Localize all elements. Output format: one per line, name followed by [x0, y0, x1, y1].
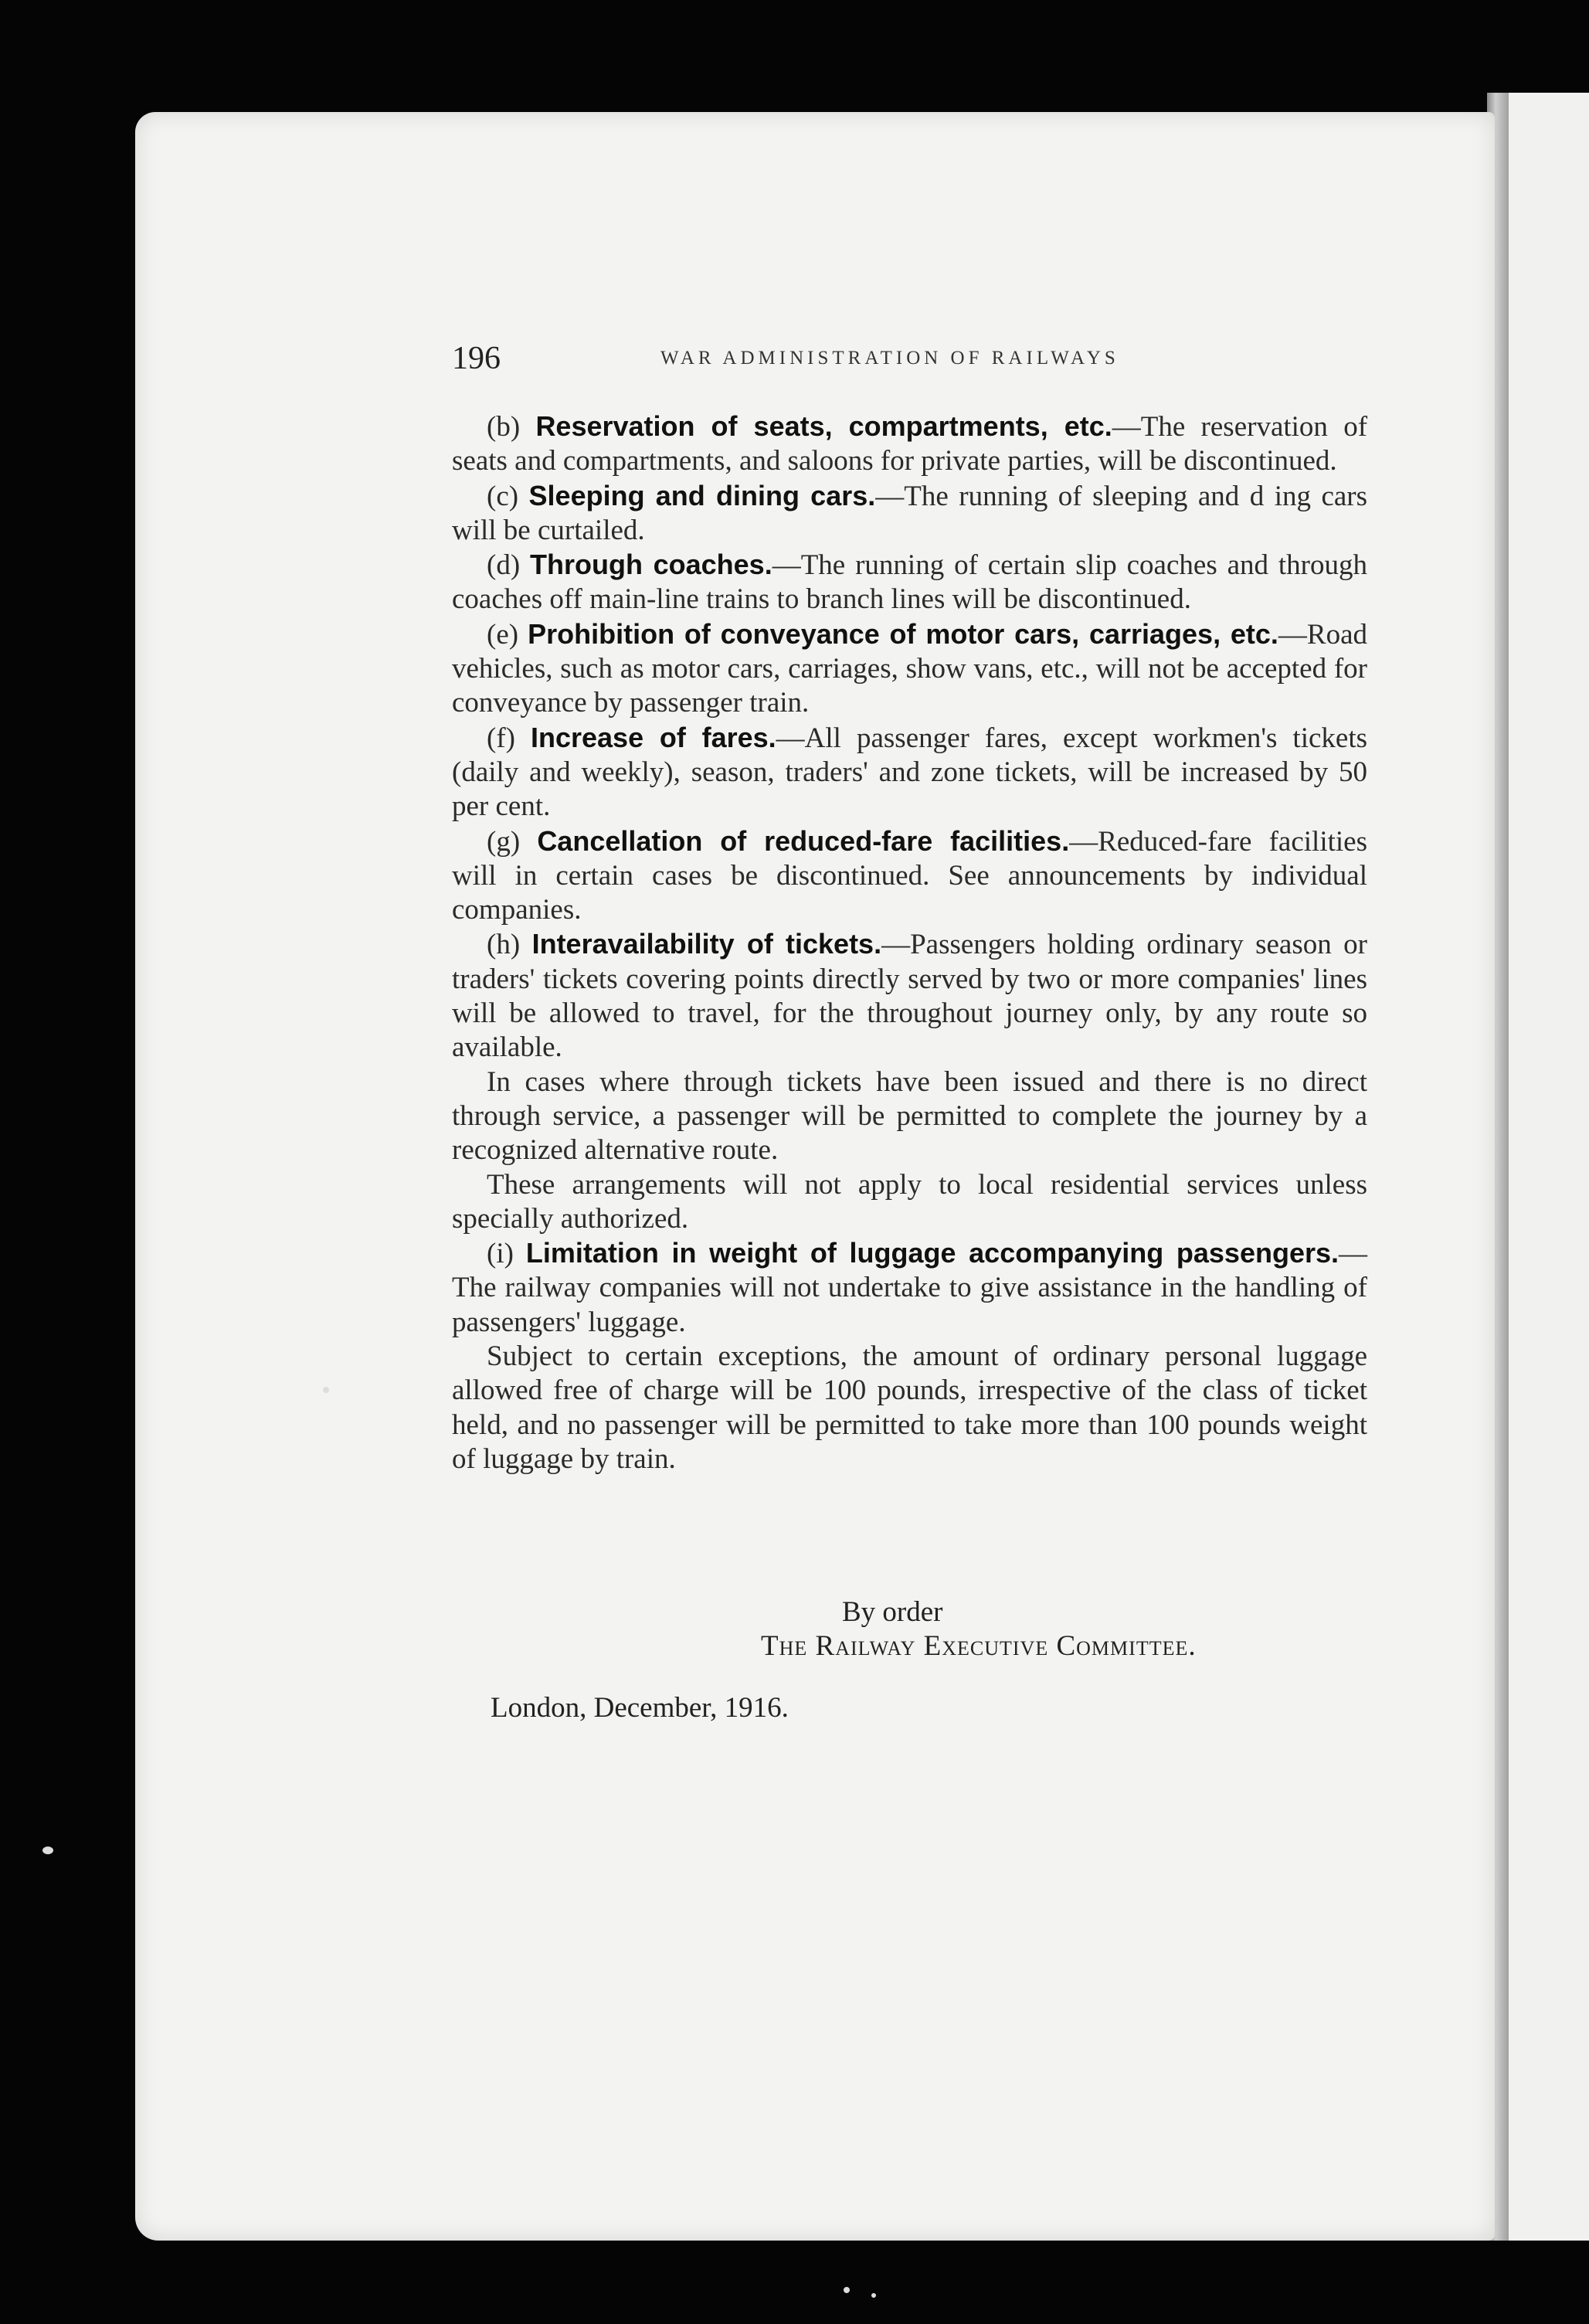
clause-title: Prohibition of conveyance of motor cars, carriages, etc.	[528, 617, 1278, 650]
clause-b	[452, 409, 1367, 479]
clause-label: (c)	[487, 480, 519, 512]
clause-title: Through coaches.	[530, 549, 772, 581]
adjacent-page	[1509, 93, 1589, 2241]
clause-text: —Reduced-fare facilities will in certain cases be discontinued. See announcements by individual companies.	[452, 825, 1367, 926]
clause-h	[452, 927, 1367, 1065]
dust-speck	[871, 2293, 876, 2298]
clause-g	[452, 824, 1367, 928]
clause-f	[452, 721, 1367, 824]
clause-title: Interavailability of tickets.	[531, 928, 882, 960]
clause-label: (e)	[487, 618, 519, 651]
body-text	[452, 409, 1367, 1476]
dust-speck	[323, 1387, 329, 1393]
clause-label: (d)	[487, 549, 521, 582]
running-head: WAR ADMINISTRATION OF RAILWAYS	[660, 348, 1119, 369]
place-date: London, December, 1916.	[491, 1692, 789, 1724]
paragraph-local-services: These arrangements will not apply to local residential services unless specially authorized.	[452, 1168, 1367, 1235]
clause-label: (i)	[487, 1238, 514, 1270]
clause-text: —The running of certain slip coaches and through coaches off main-line trains to branch lines will be discontinued.	[452, 549, 1367, 616]
clause-d	[452, 548, 1367, 617]
paragraph-through-tickets: In cases where through tickets have been issued and there is no direct through service, a passenger will be permitted to complete the journey by a recognized alternative route.	[452, 1065, 1367, 1167]
clause-label: (g)	[487, 825, 521, 858]
clause-c	[452, 479, 1367, 549]
paragraph-luggage-allowance: Subject to certain exceptions, the amount of ordinary personal luggage allowed free of charge will be 100 pounds, irrespective of the class of ticket held, and no passenger will be permitted to take more than 100 pounds weight of luggage by train.	[452, 1340, 1367, 1475]
by-order: By order	[842, 1596, 943, 1628]
clause-title: Limitation in weight of luggage accompanying passengers.	[525, 1237, 1339, 1269]
clause-text: —Passengers holding ordinary season or traders' tickets covering points directly served by two or more companies' lines will be allowed to travel, for the throughout journey only, by any route so available.	[452, 929, 1367, 1064]
clause-text: —The running of sleeping and d ing cars will be curtailed.	[452, 480, 1368, 546]
clause-label: (h)	[487, 929, 521, 961]
clause-text: —Road vehicles, such as motor cars, carriages, show vans, etc., will not be accepted for conveyance by passenger train.	[452, 618, 1368, 719]
clause-i	[452, 1236, 1367, 1340]
clause-title: Cancellation of reduced-fare facilities.	[537, 824, 1070, 857]
signature-block	[452, 1595, 1367, 1725]
dust-speck	[844, 2287, 850, 2293]
clause-label: (f)	[487, 722, 515, 754]
clause-title: Reservation of seats, compartments, etc.	[535, 410, 1112, 442]
dust-speck	[42, 1847, 53, 1854]
clause-text: —All passenger fares, except workmen's tickets (daily and weekly), season, traders' and zone tickets, will be increased by 50 per cent.	[452, 722, 1367, 823]
page-number: 196	[452, 341, 501, 376]
clause-title: Sleeping and dining cars.	[528, 479, 876, 511]
committee-name: The Railway Executive Committee.	[761, 1630, 1197, 1662]
clause-title: Increase of fares.	[530, 721, 776, 753]
clause-e	[452, 617, 1367, 721]
clause-text: —The railway companies will not undertake to give assistance in the handling of passengers' luggage.	[452, 1238, 1367, 1338]
clause-label: (b)	[487, 411, 521, 443]
clause-text: —The reservation of seats and compartments, and saloons for private parties, will be discontinued.	[452, 411, 1368, 477]
